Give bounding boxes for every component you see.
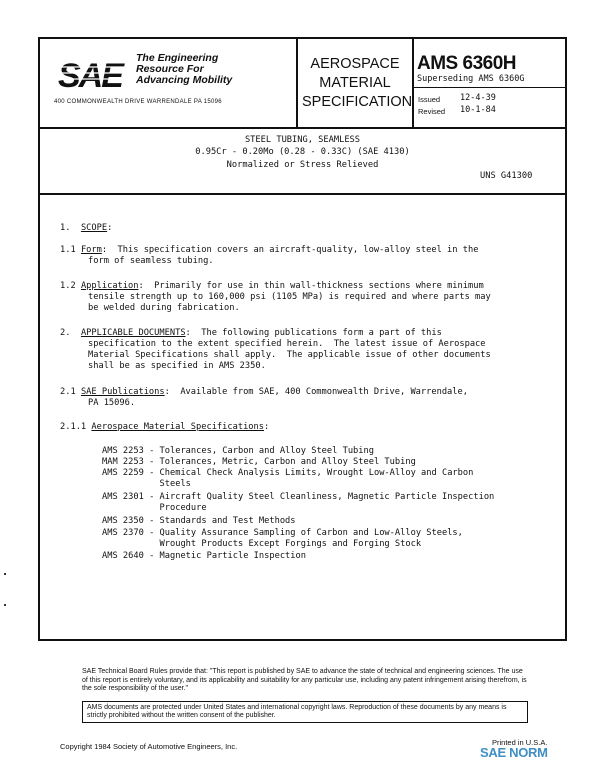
board-rules-notice: SAE Technical Board Rules provide that: "This report is published by SAE to advance the state of technical and engineering sciences. The use of this report is entirely voluntary, and its applicability and suitability for any particular use, including any patent infringement arising therefrom, is the sole responsibility of the user." [82,668,527,692]
list-item: AMS 2259 - Chemical Check Analysis Limits, Wrought Low-Alloy and Carbon [102,468,474,478]
divider [414,87,565,88]
section-para-line: shall be as specified in AMS 2350. [88,361,266,371]
revised-label: Revised [418,107,446,116]
sae-logo [58,57,132,91]
list-item: AMS 2350 - Standards and Test Methods [102,516,296,526]
list-item: Procedure [102,503,207,513]
doc-type: AEROSPACE MATERIAL SPECIFICATION [302,56,413,110]
superseding: Superseding AMS 6360G [417,74,525,84]
section-heading: 1. SCOPE: [60,223,113,233]
section-para: 1.1 Form: This specification covers an aircraft-quality, low-alloy steel in the [60,245,479,255]
divider [412,39,414,127]
sae-address: 400 COMMONWEALTH DRIVE WARRENDALE PA 15096 [54,99,222,105]
scan-mark [4,604,6,606]
title-line: Normalized or Stress Relieved [226,160,379,170]
section-para-line: PA 15096. [88,398,136,408]
issued-label: Issued [418,95,441,104]
issued-value: 12-4-39 [460,93,496,103]
sae-tagline: The Engineering Resource For Advancing Mobility [136,52,233,86]
scan-mark [4,573,6,575]
title-block [40,127,565,195]
list-item: MAM 2253 - Tolerances, Metric, Carbon and Alloy Steel Tubing [102,457,416,467]
copyright-line: Copyright 1984 Society of Automotive Engineers, Inc. [60,742,238,751]
svg-text:SAE: SAE [58,57,122,91]
section-para: 2.1 SAE Publications: Available from SAE, 400 Commonwealth Drive, Warrendale, [60,387,468,397]
title-line: 0.95Cr - 0.20Mo (0.28 - 0.33C) (SAE 4130) [195,147,410,157]
section-para: 2. APPLICABLE DOCUMENTS: The following publications form a part of this [60,328,442,338]
section-para-line: specification to the extent specified herein. The latest issue of Aerospace [88,339,486,349]
copyright-notice: AMS documents are protected under United States and international copyright laws. Reproduction of these documents by any means is strictly prohibited without the written consent of the publisher. [87,704,507,719]
list-item: AMS 2301 - Aircraft Quality Steel Cleanliness, Magnetic Particle Inspection [102,492,495,502]
list-item: AMS 2640 - Magnetic Particle Inspection [102,551,306,561]
section-para-line: Material Specifications shall apply. The applicable issue of other documents [88,350,491,360]
list-item: Wrought Products Except Forgings and Forging Stock [102,539,422,549]
section-para-line: form of seamless tubing. [88,256,214,266]
divider [296,39,298,127]
revised-value: 10-1-84 [460,105,496,115]
list-item: Steels [102,479,191,489]
copyright-notice-box [82,701,528,723]
section-para: 2.1.1 Aerospace Material Specifications: [60,422,270,432]
printed-in: Printed in U.S.A. [492,738,548,747]
list-item: AMS 2370 - Quality Assurance Sampling of Carbon and Low-Alloy Steels, [102,528,463,538]
sae-norm-watermark: SAE NORM [480,745,548,760]
section-para-line: be welded during fabrication. [88,303,240,313]
section-para-line: tensile strength up to 160,000 psi (1105 MPa) is required and where parts may [88,292,491,302]
list-item: AMS 2253 - Tolerances, Carbon and Alloy Steel Tubing [102,446,374,456]
section-para: 1.2 Application: Primarily for use in thin wall-thickness sections where minimum [60,281,484,291]
doc-number: AMS 6360H [417,53,516,74]
header-row [40,39,565,129]
uns-number: UNS G41300 [480,171,533,181]
title-line: STEEL TUBING, SEAMLESS [244,135,361,145]
